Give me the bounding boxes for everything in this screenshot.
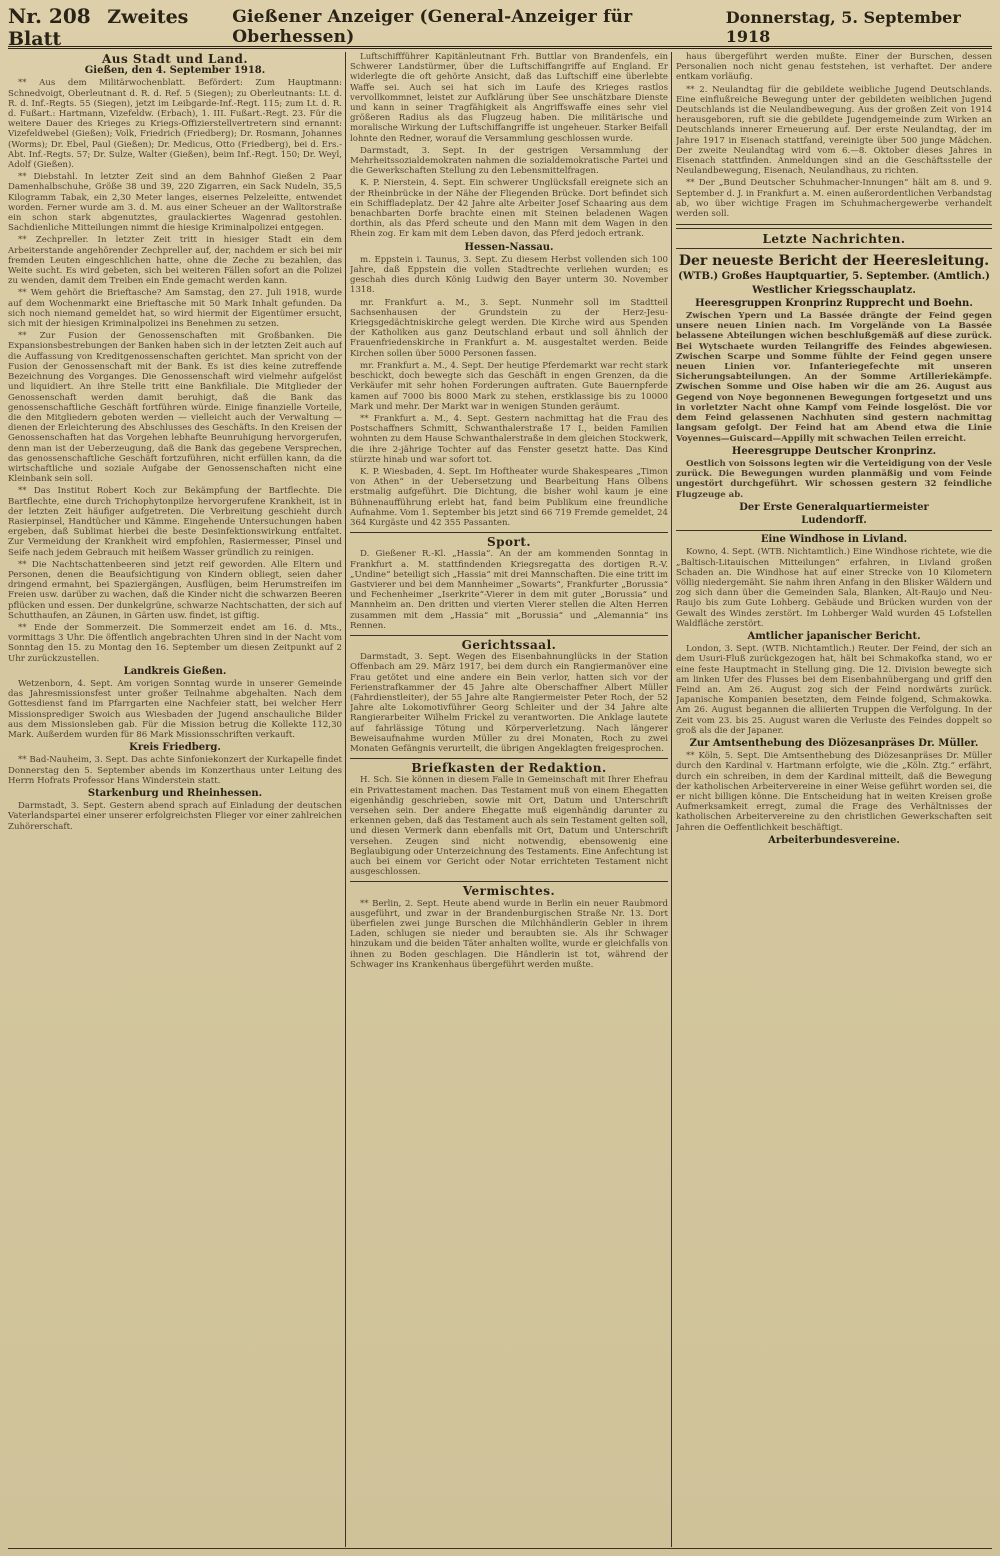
article-london: London, 3. Sept. (WTB. Nichtamtlich.) Reuter. Der Feind, der sich an dem Usuri-Fluß zurückgezogen hat, hält bei Schmakofka stand, wo er eine feste Hauptmacht in Stellung ging. Die 12. Division bewegte sich am linken Ufer des Flusses bei dem Eisenbahnübergang und griff den Feind an. Am 26. August zog sich der Feind nordwärts zurück. Japanische Kompanien besetzten, dem Feinde folgend, Schmakowka. Am 26. August begannen die alliierten Truppen die Verfolgung. In der Zeit vom 23. bis 25. August waren die Verluste des Feindes doppelt so groß als die der Japaner.	[676, 644, 992, 736]
article-kowno: Kowno, 4. Sept. (WTB. Nichtamtlich.) Eine Windhose richtete, wie die „Baltisch-Litauischen Mitteilungen“ erfahren, in Livland großen Schaden an. Die Windhose hat auf einer Strecke von 10 Kilometern völlig niedergemäht. Sie nahm ihren Anfang in den Blisker Wäldern und zog sich dann über die Gemeinden Sala, Blanken, Alt-Raujo und Neu-Raujo bis zum Gute Lohberg. Gebäude und Brücken wurden von der Gewalt des Windes zerstört. Im Lohberger Wald wurden 45 Lofstellen Waldfläche zerstört.	[676, 547, 992, 629]
subheading-hessen-nassau: Hessen-Nassau.	[464, 241, 554, 253]
article-wiesbaden: K. P. Wiesbaden, 4. Sept. Im Hoftheater wurde Shakespeares „Timon von Athen“ in der Uebersetzung und Bearbeitung Hans Olbens erstmalig aufgeführt. Die Dichtung, die bisher wohl kaum je eine Bühnenaufführung erlebt hat, fand beim Publikum eine freundliche Aufnahme. Vom 1. September bis jetzt sind 66 719 Fremde gemeldet, 24 364 Kurgäste und 42 355 Passanten.	[350, 466, 668, 528]
headline-army-report: Der neueste Bericht der Heeresleitung.	[678, 253, 990, 270]
signature-name: Ludendorff.	[801, 514, 867, 526]
article-neulandtag: ** 2. Neulandtag für die gebildete weibliche Jugend Deutschlands. Eine einflußreiche Bewegung unter der gebildeten weiblichen Jugend Deutschlands ist die Neulandbewegung. Aus der großen Zeit von 1914 herausgeboren, ruft sie die gebildete Jugendgemeinde zum Wirken an Deutschlands innerer Erneuerung auf. Der erste Neulandtag, der im Jahre 1917 in Eisenach stattfand, vereinigte über 500 junge Mädchen. Der zweite Neulandtag wird vom 6.—8. Oktober dieses Jahres in Eisenach stattfinden. Anmeldungen sind an die Geschäftsstelle der Neulandbewegung, Eisenach, Neulandhaus, zu richten.	[676, 84, 992, 177]
section-heading-local: Aus Stadt und Land.	[101, 52, 249, 66]
article-darmstadt-2: Darmstadt, 3. Sept. In der gestrigen Versammlung der Mehrheitssozialdemokraten nahmen die sozialdemokratische Partei und die Gewerkschaften Stellung zu den Lebensmittelfragen.	[350, 145, 668, 177]
article-wetzenborn: Wetzenborn, 4. Sept. Am vorigen Sonntag wurde in unserer Gemeinde das Jahresmissionsfest unter großer Teilnahme abgehalten. Nach dem Gottesdienst fand im Pfarrgarten eine Nachfeier statt, bei welcher Herr Missionsprediger Swoich aus Wiesbaden der Jugend anschauliche Bilder aus dem Missionsleben gab. Für die Mission betrug die Kollekte 112,30 Mark. Außerdem wurden für 86 Mark Missionsschriften verkauft.	[8, 678, 342, 740]
subheading-western-front: Westlicher Kriegsschauplatz.	[752, 284, 916, 296]
article-nightshade: ** Die Nachtschattenbeeren sind jetzt reif geworden. Alle Eltern und Personen, denen die Beaufsichtigung von Kindern obliegt, seien daher dringend ermahnt, bei Spaziergängen, Ausflügen, beim Herumstreifen im Freien usw. darüber zu wachen, daß die Kinder nicht die schwarzen Beeren pflücken und essen. Der dunkelgrüne, schwarze Nachtschatten, der sich auf Schutthaufen, an Zäunen, in Gärten usw. findet, ist giftig.	[8, 559, 342, 621]
section-heading-mailbox: Briefkasten der Redaktion.	[411, 761, 607, 776]
divider	[350, 881, 668, 882]
wtb-line: (WTB.) Großes Hauptquartier, 5. September. (Amtlich.)	[678, 271, 990, 283]
column-1	[8, 52, 342, 1547]
masthead-left	[8, 4, 232, 50]
masthead	[8, 4, 992, 50]
edition-label: Zweites Blatt	[8, 6, 189, 50]
issue-date: Donnerstag, 5. September 1918	[725, 8, 961, 46]
article-nierstein: K. P. Nierstein, 4. Sept. Ein schwerer Unglücksfall ereignete sich an der Rheinbrücke in der Nähe der Fliegenden Brücke. Dort befindet sich ein Schiffladeplatz. Der 42 Jahre alte Arbeiter Josef Schaaring aus dem benachbarten Dorfe brachte einen mit Steinen beladenen Wagen dorthin, als das Pferd scheute und den Mann mit dem Wagen in den Rhein zog. Er kam mit dem Leben davon, das Pferd jedoch ertrank.	[350, 178, 668, 240]
article-berlin-cont: haus übergeführt werden mußte. Einer der Burschen, dessen Personalien noch nicht genau feststehen, ist verhaftet. Der andere entkam vorläufig.	[676, 52, 992, 83]
subheading-whirlwind: Eine Windhose in Livland.	[760, 534, 908, 546]
section-heading-misc: Vermischtes.	[462, 884, 556, 899]
article-soissons: Oestlich von Soissons legten wir die Verteidigung von der Vesle zurück. Die Bewegungen wurden planmäßig und vom Feinde ungestört durchgeführt. Wir schossen gestern 32 feindliche Flugzeuge ab.	[676, 458, 992, 500]
subheading-japanese-report: Amtlicher japanischer Bericht.	[747, 630, 921, 642]
subheading-starkenburg: Starkenburg und Rheinhessen.	[87, 788, 263, 800]
article-bank-fusion: ** Zur Fusion der Genossenschaften mit Großbanken. Die Expansionsbestrebungen der Banken haben sich in der letzten Zeit auch auf die Auffassung von Kreditgenossenschaften gerichtet. Man spricht von der Fusion der Genossenschaft mit der Bank. Es ist dies keine zutreffende Bezeichnung des Vorganges. Die Genossenschaft wird vielmehr aufgelöst und liquidiert. An ihre Stelle tritt eine Bankfiliale. Die Mitglieder der Genossenschaft werden damit beruhigt, daß die Bank das genossenschaftliche Geschäft fortführen würde. Einige finanzielle Vorteile, die den Mitgliedern geboten werden — vielleicht auch der Verwaltung — dienen der Erleichterung des Abschlusses des Geschäfts. In den Kreisen der Genossenschaften hat das Vorgehen lebhafte Beunruhigung hervorgerufen, denn man ist der Ueberzeugung, daß die Bank das gegebene Versprechen, das genossenschaftliche Geschäft fortzuführen, nicht erfüllen kann, da die wirtschaftliche und soziale Aufgabe der Genossenschaften nicht eine Kleinbank sein soll.	[8, 331, 342, 485]
subheading-friedberg: Kreis Friedberg.	[129, 742, 221, 754]
subheading-landkreis: Landkreis Gießen.	[123, 665, 227, 677]
newspaper-title: Gießener Anzeiger (General-Anzeiger für Oberhessen)	[232, 7, 633, 47]
article-western-report: Zwischen Ypern und La Bassée drängte der Feind gegen unsere neuen Linien nach. Im Vorgelände von La Bassée belassene Abteilungen wichen beschlußgemäß auf diese zurück. Bei Wytschaete wurden Teilangriffe des Feindes abgewiesen. Zwischen Scarpe und Somme fühlte der Feind gegen unsere neuen Linien vor. Infanteriegefechte mit unseren Sicherungsabteilungen. An der Somme Artilleriekämpfe. Zwischen Somme und Oise haben wir die am 26. August aus Gegend von Noye begonnenen Bewegungen fortgesetzt und uns in vorletzter Nacht ohne Kampf vom Feinde losgelöst. Die vor dem Feind gelassenen Nachhuten sind gestern nachmittag langsam gefolgt. Der Feind hat am Abend etwa die Linie Voyennes—Guiscard—Appilly mit schwachen Teilen erreicht.	[676, 311, 992, 444]
issue-number: Nr. 208	[8, 4, 91, 28]
section-heading-sport: Sport.	[486, 535, 532, 550]
divider	[676, 248, 992, 249]
article-frankfurt-1: mr. Frankfurt a. M., 3. Sept. Nunmehr soll im Stadtteil Sachsenhausen der Grundstein zu der Herz-Jesu-Kriegsgedächtniskirche gelegt werden. Die Kirche wird aus Spenden der Katholiken aus ganz Deutschland erbaut und soll ähnlich der Frauenfriedenskirche in Frankfurt a. M. ausgestaltet werden. Beide Kirchen sollen über 5000 Personen fassen.	[350, 297, 668, 359]
article-military: ** Aus dem Militärwochenblatt. Befördert: Zum Hauptmann: Schnedvoigt, Oberleutnant d. R. d. Ref. 5 (Siegen); zu Oberleutnants: Lt. d. R. d. Inf.-Regts. 55 (Siegen), jetzt im Leibgarde-Inf.-Regt. 115; zum Lt. d. R. d. Fußart.: Hartmann, Vizefeldw. (Erbach), 1. III. Fußart.-Regt. 23. Für die weitere Dauer des Krieges zu Kriegs-Offizierstellvertretern sind ernannt: Vizefeldwebel (Gießen); Volk, Friedrich (Friedberg); Dr. Rosmann, Johannes (Worms); Dr. Ebel, Paul (Gießen); Dr. Medicus, Otto (Friedberg), bei d. Ers.-Abt. Inf.-Regts. 57; Dr. Sulze, Walter (Gießen), beim Inf.-Regt. 150; Dr. Weyl, Adolf (Gießen).	[8, 78, 342, 171]
section-heading-latest: Letzte Nachrichten.	[762, 232, 906, 247]
column-3	[676, 52, 992, 1547]
article-zechpreller: ** Zechpreller. In letzter Zeit tritt in hiesiger Stadt ein dem Arbeiterstande angehörender Zechpreller auf, der, nachdem er sich bei mir fremden Leuten eingeschlichen hatte, ohne die Zeche zu bezahlen, das Weite sucht. Es wird gebeten, sich bei weiteren Fällen sofort an die Polizei zu wenden, damit dem Treiben ein Ende gemacht werden kann.	[8, 235, 342, 287]
article-airship: Luftschiffführer Kapitänleutnant Frh. Buttlar von Brandenfels, ein Schwerer Landstürmer, über die Luftschiffangriffe auf England. Er widerlegte die oft gehörte Ansicht, daß das Luftschiff eine überlebte Waffe sei. Auch sei hat sich im Laufe des Krieges rastlos vervollkommnet, leistet zur Aufklärung über See unschätzbare Dienste und kann in seiner Tragfähigkeit als Angriffswaffe eines sehr viel größeren Radius als das Flugzeug haben. Die militärische und moralische Wirkung der Luftschiffangriffe ist ungeheuer. Starker Beifall lohnte den Redner, worauf die Versammlung geschlossen wurde.	[350, 52, 668, 144]
subheading-crown-prince: Heeresgruppe Deutscher Kronprinz.	[731, 445, 937, 457]
signature-title: Der Erste Generalquartiermeister	[739, 501, 929, 513]
section-heading-court: Gerichtssaal.	[461, 637, 557, 652]
article-robert-koch: ** Das Institut Robert Koch zur Bekämpfung der Bartflechte. Die Bartflechte, eine durch Trichophytonpilze hervorgerufene Krankheit, ist in der letzten Zeit häufiger aufgetreten. Die Verbreitung geschieht durch Rasierpinsel, Handtücher und Kämme. Eingehende Untersuchungen haben ergeben, daß Sublimat hierbei die beste Desinfektionswirkung entfaltet. Zur Vermeidung der Krankheit wird empfohlen, Rasiermesser, Pinsel und Seife nach jedem Gebrauch mit heißem Wasser gründlich zu reinigen.	[8, 486, 342, 558]
article-shoemakers: ** Der „Bund Deutscher Schuhmacher-Innungen“ hält am 8. und 9. September d. J. in Frankfurt a. M. einen außerordentlichen Verbandstag ab, wo über wichtige Fragen im Schuhmachergewerbe verhandelt werden soll.	[676, 178, 992, 220]
divider	[676, 530, 992, 531]
article-frankfurt-2: mr. Frankfurt a. M., 4. Sept. Der heutige Pferdemarkt war recht stark beschickt, doch bewegte sich das Geschäft in engen Grenzen, da die Verkäufer mit sehr hohen Forderungen auftraten. Gute Bauernpferde kamen auf 7000 bis 8000 Mark zu stehen, erstklassige bis zu 10000 Mark und mehr. Der Markt war in wenigen Stunden geräumt.	[350, 360, 668, 412]
double-divider	[676, 224, 992, 229]
article-darmstadt-1: Darmstadt, 3. Sept. Gestern abend sprach auf Einladung der deutschen Vaterlandspartei einer unserer erfolgreichsten Flieger vor einer zahlreichen Zuhörerschaft.	[8, 801, 342, 832]
divider	[350, 635, 668, 636]
bottom-rule	[8, 1548, 992, 1549]
column-rule-2	[671, 52, 672, 1547]
subheading-rupprecht: Heeresgruppen Kronprinz Rupprecht und Boehn.	[695, 297, 973, 309]
article-eppstein: m. Eppstein i. Taunus, 3. Sept. Zu diesem Herbst vollenden sich 100 Jahre, daß Eppstein die vollen Stadtrechte verliehen wurden; es geschah dies durch König Ludwig den Bayer unterm 30. November 1318.	[350, 254, 668, 296]
divider	[350, 758, 668, 759]
column-rule-1	[345, 52, 346, 1547]
divider	[350, 532, 668, 533]
article-mailbox: H. Sch. Sie können in diesem Falle in Gemeinschaft mit Ihrer Ehefrau ein Privattestament machen. Das Testament muß von einem Ehegatten eigenhändig geschrieben, sowie mit Ort, Datum und Unterschrift versehen sein. Der andere Ehegatte muß eigenhändig darunter zu erkennen geben, daß das Testament auch als sein Testament gelten soll, und diesen Vermerk dann ebenfalls mit Ort, Datum und Unterschrift versehen. Zeugen sind nicht notwendig, ebensowenig eine Beglaubigung oder Unterzeichnung des Testaments. Eine Anfechtung ist auch bei einem vor Gericht oder Notar errichteten Testament nicht ausgeschlossen.	[350, 775, 668, 878]
article-koeln: ** Köln, 5. Sept. Die Amtsenthebung des Diözesanpräses Dr. Müller durch den Kardinal v. Hartmann erfolgte, wie die „Köln. Ztg.“ erfährt, durch ein schreiben, in dem der Kardinal mitteilt, daß die Bewegung der katholischen Arbeitervereine in einer Weise geführt worden sei, die er nicht billigen könne. Die Entscheidung hat in weiten Kreisen große Aufmerksamkeit erregt, zumal die Frage des Verhältnisses der katholischen Arbeitervereine zu den christlichen Gewerkschaften seit Jahren die Oeffentlichkeit beschäftigt.	[676, 751, 992, 833]
subheading-mueller: Zur Amtsenthebung des Diözesanpräses Dr. Müller.	[689, 737, 979, 749]
column-2	[350, 52, 668, 1547]
article-theft: ** Diebstahl. In letzter Zeit sind an dem Bahnhof Gießen 2 Paar Damenhalbschuhe, Größe 38 und 39, 220 Zigarren, ein Sack Nudeln, 35,5 Kilogramm Tabak, ein 2,30 Meter langes, eisernes Pelzeleitte, entwendet worden. Ferner wurde am 3. d. M. aus einer Scheuer an der Walltorstraße ein schon stark abgenutztes, graulackiertes Wagenrad gestohlen. Sachdienliche Mitteilungen nimmt die hiesige Kriminalpolizei entgegen.	[8, 172, 342, 234]
article-wallet: ** Wem gehört die Brieftasche? Am Samstag, den 27. Juli 1918, wurde auf dem Wochenmarkt eine Brieftasche mit 50 Mark Inhalt gefunden. Da sich noch niemand gemeldet hat, so wird hiermit der Eigentümer ersucht, sich mit der hiesigen Kriminalpolizei ins Benehmen zu setzen.	[8, 288, 342, 330]
article-frankfurt-3: ** Frankfurt a. M., 4. Sept. Gestern nachmittag hat die Frau des Postschaffners Schmitt, Schwanthalerstraße 17 I., beiden Familien wohnten zu dem Hause Schwanthalerstraße in dem gleichen Stockwerk, die ihre 2-jährige Tochter auf das Fenster gesetzt hatte. Das Kind stürzte hinab und war sofort tot.	[350, 413, 668, 465]
article-summer-time: ** Ende der Sommerzeit. Die Sommerzeit endet am 16. d. Mts., vormittags 3 Uhr. Die öffentlich angebrachten Uhren sind in der Nacht vom Sonntag den 15. zu Montag den 16. September um diesen Zeitpunkt auf 2 Uhr zurückzustellen.	[8, 622, 342, 664]
column-footer: Arbeiterbundesvereine.	[768, 834, 900, 846]
dateline: Gießen, den 4. September 1918.	[84, 65, 266, 77]
article-court-darmstadt: Darmstadt, 3. Sept. Wegen des Eisenbahnunglücks in der Station Offenbach am 29. März 1917, bei dem durch ein Rangiermanöver eine Frau getötet und eine andere ein Bein verlor, hatten sich vor der Ferienstrafkammer der 45 Jahre alte Oberschaffner Albert Müller (Fahrdienstleiter), der 55 Jahre alte Rangiermeister Peter Roch, der 52 Jahre alte Lokomotivführer Georg Schleiter und der 34 Jahre alte Rangierarbeiter Wilhelm Frickel zu verantworten. Die Anklage lautete auf fahrlässige Tötung und Körperverletzung. Nach längerer Beweisaufnahme wurden Müller zu drei Monaten, Roch zu zwei Monaten Gefängnis verurteilt, die übrigen Angeklagten freigesprochen.	[350, 652, 668, 754]
article-bad-nauheim: ** Bad-Nauheim, 3. Sept. Das achte Sinfoniekonzert der Kurkapelle findet Donnerstag den 5. September abends im Konzerthaus unter Leitung des Herrn Hofrats Professor Hans Winderstein statt.	[8, 755, 342, 786]
article-hassia: D. Gießener R.-Kl. „Hassia“. An der am kommenden Sonntag in Frankfurt a. M. stattfindenden Kriegsregatta des dortigen R.-V. „Undine“ beteiligt sich „Hassia“ mit drei Mannschaften. Die eine tritt im Gastvierer und bei dem Mannheimer „Sowarts“, Frankfurter „Borussia“ und Fechenheimer „Iserkrite“-Vierer in dem mit guter „Borussia“ und Mannheim an. Den dritten und vierten Vierer stellen die Alten Herren zusammen mit dem „Hassia“ mit „Borussia“ und „Alemannia“ ins Rennen.	[350, 549, 668, 631]
article-berlin: ** Berlin, 2. Sept. Heute abend wurde in Berlin ein neuer Raubmord ausgeführt, und zwar in der Brandenburgischen Straße Nr. 13. Dort überfielen zwei junge Burschen die Milchhändlerin Gebler in ihrem Laden, schlugen sie nieder und beraubten sie. Als ihr Schwager hinzukam und die beiden Täter anhalten wollte, wurde er gleichfalls von ihnen zu Boden geschlagen. Die Händlerin ist tot, während der Schwager ins Krankenhaus übergeführt werden mußte.	[350, 898, 668, 970]
